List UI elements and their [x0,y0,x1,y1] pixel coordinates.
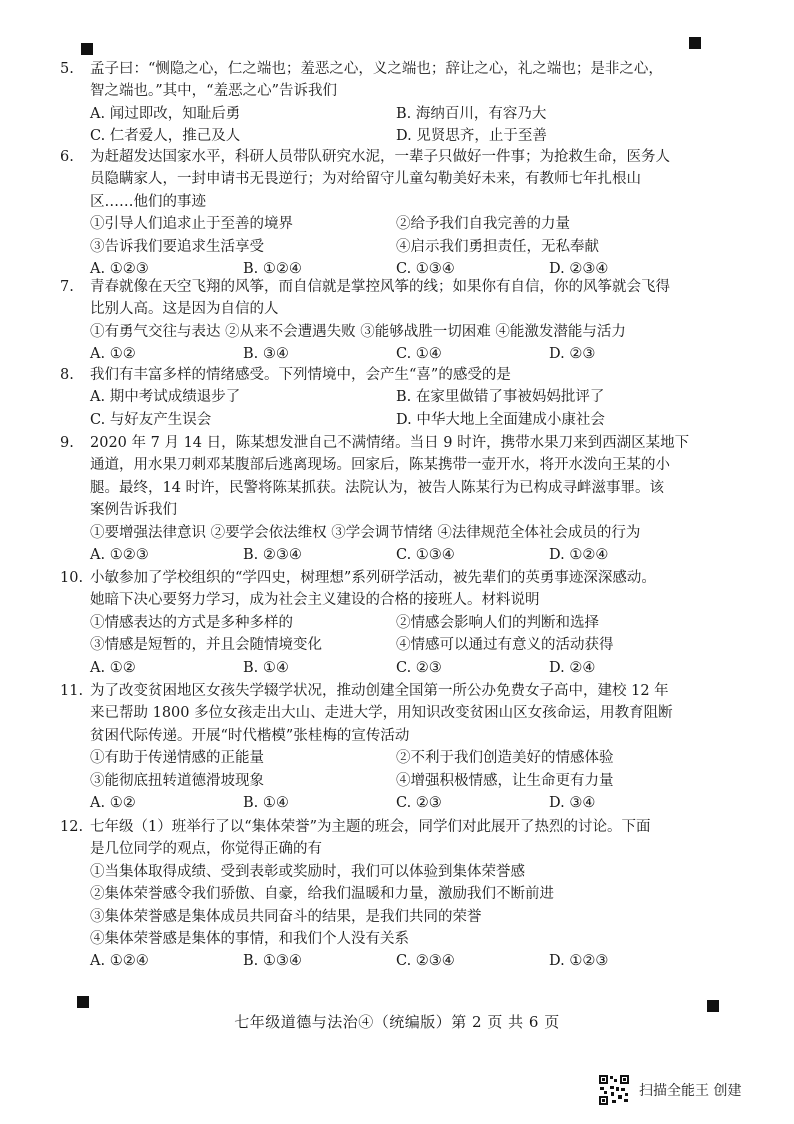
question-stem-line: 青春就像在天空飞翔的风筝，而自信就是掌控风筝的线；如果你有自信，你的风筝就会飞得 [90,279,670,295]
statement: ④增强积极情感，让生命更有力量 [396,772,614,789]
option-a: A. ①②③ [90,547,149,564]
question-6 [60,146,702,280]
question-stem-line: 通道，用水果刀刺邓某腹部后逃离现场。回家后，陈某携带一壶开水，将开水泼向王某的小 [90,457,670,474]
question-stem-line: 七年级（1）班举行了以“集体荣誉”为主题的班会，同学们对此展开了热烈的讨论。下面 [90,819,651,835]
statement: ②给予我们自我完善的力量 [396,216,570,233]
statement: ①要增强法律意识 ②要学会依法维权 ③学会调节情绪 ④法律规范全体社会成员的行为 [90,524,641,541]
page-footer: 七年级道德与法治④（统编版）第 2 页 共 6 页 [234,1013,560,1031]
option-c: C. ②③ [396,795,442,812]
option-b: B. ①④ [243,795,289,812]
statements-row [90,213,702,235]
option-c: C. ②③④ [396,953,455,970]
question-9 [60,432,702,566]
statement: ②情感会影响人们的判断和选择 [396,614,599,631]
option-c: C. ①③④ [396,547,455,564]
statement: ①有勇气交往与表达 ②从来不会遭遇失败 ③能够战胜一切困难 ④能激发潜能与活力 [90,323,626,340]
question-number: 9. [60,435,74,451]
option-c: C. 仁者爱人，推己及人 [90,128,241,145]
statement: ③情感是短暂的，并且会随情境变化 [90,637,322,654]
option-a: A. ①② [90,346,136,363]
option-b: B. ①②④ [243,261,302,278]
option-b: B. ①③④ [243,953,302,970]
options-row [90,386,702,408]
statement: ④情感可以通过有意义的活动获得 [396,637,614,654]
question-number: 10. [60,570,84,586]
question-stem-line: 是几位同学的观点，你觉得正确的有 [90,841,322,858]
options-row [90,544,702,566]
question-stem-line: 贫困代际传递。开展“时代楷模”张桂梅的宣传活动 [90,727,410,744]
statements-row [90,236,702,258]
statements-row [90,770,702,792]
question-number: 12. [60,819,84,835]
question-stem-line: 为了改变贫困地区女孩失学辍学状况，推动创建全国第一所公办免费女子高中，建校 12 年 [90,683,669,699]
options-row [90,409,702,431]
statements-row [90,612,702,634]
statement: ③能彻底扭转道德滑坡现象 [90,772,264,789]
option-d: D. ③④ [549,795,596,812]
statement: ①情感表达的方式是多种多样的 [90,614,293,631]
option-b: B. 海纳百川，有容乃大 [396,105,547,122]
option-d: D. ①②③ [549,953,609,970]
statement: ①引导人们追求止于至善的境界 [90,216,293,233]
question-stem-line: 员隐瞒家人，一封申请书无畏逆行；为对给留守儿童勾勒美好未来，有教师七年扎根山 [90,171,641,188]
question-stem-line: 案例告诉我们 [90,502,177,519]
qr-code-icon [598,1074,630,1106]
options-row [90,657,702,679]
option-c: C. 与好友产生误会 [90,411,212,428]
question-number: 8. [60,367,74,383]
options-row [90,950,702,972]
option-d: D. ②③ [549,346,596,363]
statement: ②集体荣誉感令我们骄傲、自豪，给我们温暖和力量，激励我们不断前进 [90,886,554,903]
statements-row [90,747,702,769]
option-b: B. ①④ [243,659,289,676]
option-d: D. ②③④ [549,261,609,278]
question-7 [60,276,702,366]
question-stem-line: 区……他们的事迹 [90,193,206,210]
statements-row [90,634,702,656]
options-row [90,103,702,125]
option-a: A. ①②④ [90,953,149,970]
option-a: A. ①②③ [90,261,149,278]
question-number: 11. [60,683,84,699]
question-12 [60,816,702,973]
option-a: A. ①② [90,795,136,812]
question-stem-line: 比别人高。这是因为自信的人 [90,301,279,318]
question-number: 6. [60,149,74,165]
question-stem-line: 2020 年 7 月 14 日，陈某想发泄自己不满情绪。当日 9 时许，携带水果刀来到西湖区某地下 [90,435,690,451]
option-a: A. 期中考试成绩退步了 [90,389,241,406]
option-d: D. ①②④ [549,547,609,564]
watermark-text: 扫描全能王 创建 [639,1083,742,1099]
option-d: D. 中华大地上全面建成小康社会 [396,411,605,428]
option-d: D. ②④ [549,659,596,676]
option-a: A. ①② [90,659,136,676]
question-stem-line: 智之端也。”其中，“羞恶之心”告诉我们 [90,83,337,100]
option-d: D. 见贤思齐，止于至善 [396,128,547,145]
statement: ③集体荣誉感是集体成员共同奋斗的结果，是我们共同的荣誉 [90,908,482,925]
options-row [90,792,702,814]
option-c: C. ①③④ [396,261,455,278]
question-number: 7. [60,279,74,295]
statement: ③告诉我们要追求生活享受 [90,238,264,255]
question-stem-line: 我们有丰富多样的情绪感受。下列情境中，会产生“喜”的感受的是 [90,367,511,383]
question-10 [60,567,702,679]
registration-mark-top-right [689,37,701,49]
option-b: B. 在家里做错了事被妈妈批评了 [396,389,605,406]
option-c: C. ①④ [396,346,442,363]
question-5 [60,58,702,148]
option-b: B. ②③④ [243,547,302,564]
statement: ④集体荣誉感是集体的事情，和我们个人没有关系 [90,931,409,948]
scanner-watermark [598,1074,741,1106]
statement: ①有助于传递情感的正能量 [90,750,264,767]
question-stem-line: 为赶超发达国家水平，科研人员带队研究水泥，一辈子只做好一件事；为抢救生命，医务人 [90,149,670,165]
question-11 [60,680,702,814]
option-c: C. ②③ [396,659,442,676]
options-row [90,343,702,365]
question-stem-line: 她暗下决心要努力学习，成为社会主义建设的合格的接班人。材料说明 [90,592,540,609]
option-b: B. ③④ [243,346,289,363]
question-stem-line: 腿。最终，14 时许，民警将陈某抓获。法院认为，被告人陈某行为已构成寻衅滋事罪。该 [90,479,665,496]
question-8 [60,364,702,431]
question-stem-line: 孟子曰：“恻隐之心，仁之端也；羞恶之心，义之端也；辞让之心，礼之端也；是非之心， [90,61,663,77]
statement: ④启示我们勇担责任，无私奉献 [396,238,599,255]
registration-mark-top-left [81,43,93,55]
options-row [90,125,702,147]
question-number: 5. [60,61,74,77]
question-stem-line: 来已帮助 1800 多位女孩走出大山、走进大学，用知识改变贫困山区女孩命运，用教育阻断 [90,705,673,722]
statement: ②不利于我们创造美好的情感体验 [396,750,614,767]
question-stem-line: 小敏参加了学校组织的“学四史，树理想”系列研学活动，被先辈们的英勇事迹深深感动。 [90,570,656,586]
option-a: A. 闻过即改，知耻后勇 [90,105,241,122]
statement: ①当集体取得成绩、受到表彰或奖励时，我们可以体验到集体荣誉感 [90,863,525,880]
registration-mark-bottom-left [77,996,89,1008]
